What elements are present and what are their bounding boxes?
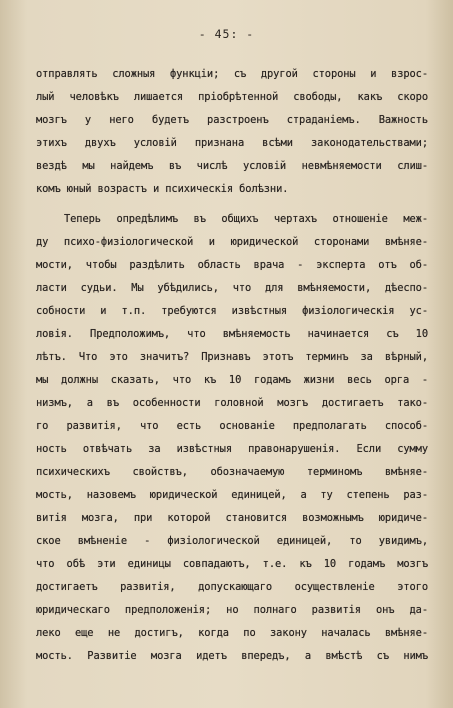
text-line: комъ юный возрастъ и психическія болѣзни.	[36, 183, 289, 195]
text-line: леко еще не достигъ, когда по закону началась вмѣняе-	[36, 627, 428, 639]
text-line: ское вмѣненіе - физіологической единицей, то увидимъ,	[36, 535, 428, 547]
text-line: мость. Развитіе мозга идетъ впередъ, а вмѣстѣ съ нимъ	[36, 650, 428, 662]
text-line: го развитія, что есть основаніе предполагать способ-	[36, 420, 428, 432]
text-line: Теперь опредѣлимъ въ общихъ чертахъ отношеніе меж-	[64, 213, 428, 225]
text-line: низмъ, а въ особенности головной мозгъ достигаетъ тако-	[36, 397, 428, 409]
text-line: вездѣ мы найдемъ въ числѣ условій невмѣняемости слиш-	[36, 160, 428, 172]
text-line: витія мозга, при которой становится возможнымъ юридиче-	[36, 512, 428, 524]
text-line: психическихъ свойствъ, обозначаемую терминомъ вмѣняе-	[36, 466, 428, 478]
text-line: ловія. Предположимъ, что вмѣняемость начинается съ 10	[36, 328, 428, 340]
text-line: этихъ двухъ условій признана всѣми законодательствами;	[36, 137, 428, 149]
text-line: мозгъ у него будетъ разстроенъ страданіемъ. Важность	[36, 114, 428, 126]
text-line: лый человѣкъ лишается пріобрѣтенной свободы, какъ скоро	[36, 91, 428, 103]
text-line: мы должны сказать, что къ 10 годамъ жизни весь орга -	[36, 374, 428, 386]
page-number: - 45: -	[198, 27, 255, 41]
text-line: лѣтъ. Что это значитъ? Признавъ этотъ терминъ за вѣрный,	[36, 351, 428, 363]
text-line: собности и т.п. требуются извѣстныя физіологическія ус-	[36, 305, 428, 317]
text-line: что обѣ эти единицы совпадаютъ, т.е. къ 10 годамъ мозгъ	[36, 558, 428, 570]
text-line: отправлять сложныя функціи; съ другой стороны и взрос-	[36, 68, 428, 80]
text-line: ласти судьи. Мы убѣдились, что для вмѣняемости, дѣеспо-	[36, 282, 428, 294]
text-line: достигаетъ развитія, допускающаго осуществленіе этого	[36, 581, 428, 593]
text-line: ность отвѣчать за извѣстныя правонарушенія. Если сумму	[36, 443, 428, 455]
text-line: юридическаго предположенія; но полнаго развитія онъ да-	[36, 604, 428, 616]
text-line: мости, чтобы раздѣлить область врача - эксперта отъ об-	[36, 259, 428, 271]
text-line: мость, назовемъ юридической единицей, а ту степень раз-	[36, 489, 428, 501]
text-line: ду психо-физіологической и юридической сторонами вмѣняе-	[36, 236, 428, 248]
